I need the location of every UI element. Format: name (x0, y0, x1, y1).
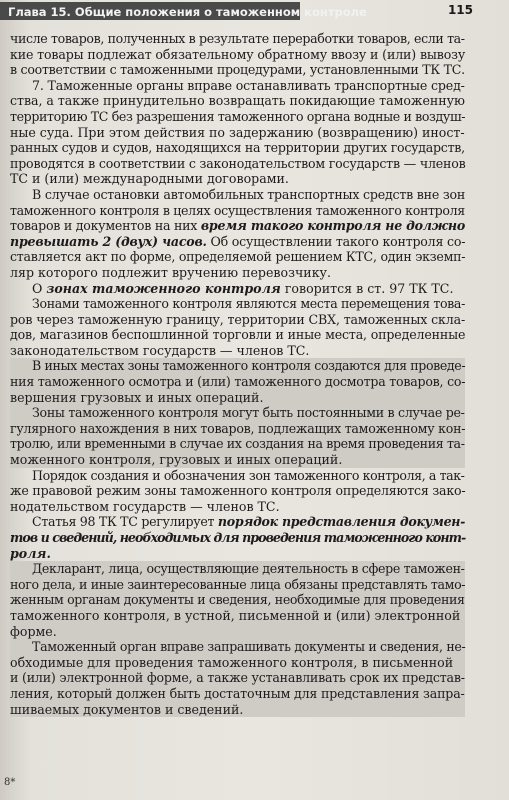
emphasized-text: зонах таможенного контроля (46, 280, 281, 296)
paragraph (10, 514, 465, 561)
text-line (10, 468, 465, 484)
text-segment: ства, а также принудительно возвращать покидающие таможенную (10, 93, 465, 109)
text-segment: ного дела, и иные заинтересованные лица обязаны представлять тамо- (10, 576, 466, 592)
text-segment: территорию ТС без разрешения таможенного органа водные и воздуш- (10, 108, 466, 124)
text-line (10, 499, 465, 515)
paragraph (10, 639, 465, 717)
text-line (10, 187, 465, 203)
paragraph (10, 281, 465, 297)
text-segment: ров через таможенную границу, территории СВХ, таможенных скла- (10, 311, 466, 327)
paragraph (10, 296, 465, 358)
text-segment: Зоны таможенного контроля могут быть постоянными в случае ре- (32, 405, 465, 421)
text-segment: Декларант, лица, осуществляющие деятельность в сфере таможен- (32, 561, 465, 577)
paragraph (10, 187, 465, 281)
text-segment: Статья 98 ТК ТС регулирует (32, 514, 218, 530)
page-body (10, 31, 465, 717)
page-number: 115 (447, 3, 473, 17)
text-segment: О (32, 280, 47, 296)
text-line (10, 249, 465, 265)
text-line (10, 125, 465, 141)
text-line (10, 702, 465, 718)
text-segment: таможенного контроля в целях осуществления таможенного контроля (10, 202, 465, 218)
text-segment: ления, который должен быть достаточным для представления запра- (10, 685, 465, 701)
text-segment: Таможенный орган вправе запрашивать документы и сведения, не- (32, 639, 466, 655)
text-segment: таможенного контроля, в устной, письменной и (или) электронной (10, 607, 461, 623)
text-segment: ранных судов и судов, находящихся на территории других государств, (10, 140, 465, 156)
text-line (10, 374, 465, 390)
text-line (10, 203, 465, 219)
text-line (10, 421, 465, 437)
text-line (10, 686, 465, 702)
text-line (10, 546, 465, 562)
text-line (10, 358, 465, 374)
text-line (10, 281, 465, 297)
text-segment: В случае остановки автомобильных транспортных средств вне зон (32, 186, 466, 202)
text-line (10, 109, 465, 125)
text-segment: ставляется акт по форме, определяемой решением КТС, один экземп- (10, 249, 466, 265)
text-segment: товаров и документов на них (10, 218, 201, 234)
text-line (10, 218, 465, 234)
text-segment: Порядок создания и обозначения зон таможенного контроля, а так- (32, 467, 465, 483)
text-line (10, 156, 465, 172)
text-line (10, 452, 465, 468)
text-segment: форме. (10, 623, 57, 639)
paragraph (10, 468, 465, 515)
text-line (10, 530, 465, 546)
text-line (10, 405, 465, 421)
paragraph (10, 561, 465, 639)
paragraph (10, 31, 465, 78)
text-line (10, 577, 465, 593)
paragraph (10, 405, 465, 467)
text-segment: гулярного нахождения в них товаров, подлежащих таможенному кон- (10, 420, 466, 436)
emphasized-text: время такого контроля не должно (200, 218, 465, 234)
text-line (10, 234, 465, 250)
text-line (10, 436, 465, 452)
text-line (10, 47, 465, 63)
emphasized-text: тов и сведений, необходимых для проведения таможенного конт- (10, 530, 466, 545)
text-line (10, 312, 465, 328)
text-segment: говорится в ст. 97 ТК ТС. (280, 280, 454, 296)
text-line (10, 140, 465, 156)
text-segment: моженного контроля, грузовых и иных операций. (10, 452, 343, 468)
text-segment: Об осуществлении такого контроля со- (206, 233, 466, 249)
text-segment: кие товары подлежат обязательному обратному ввозу и (или) вывозу (10, 46, 466, 62)
text-line (10, 390, 465, 406)
text-line (10, 514, 465, 530)
text-segment: же правовой режим зоны таможенного контроля определяются зако- (10, 483, 466, 499)
text-line (10, 483, 465, 499)
text-segment: ные суда. При этом действия по задержанию (возвращению) иност- (10, 124, 465, 140)
text-line (10, 592, 465, 608)
emphasized-text: порядок представления докумен- (217, 514, 466, 530)
text-line (10, 296, 465, 312)
text-segment: проводятся в соответствии с законодательством государств — членов (10, 155, 466, 171)
text-line (10, 93, 465, 109)
text-line (10, 639, 465, 655)
text-segment: числе товаров, полученных в результате переработки товаров, если та- (10, 31, 465, 46)
paragraph (10, 358, 465, 405)
text-segment: Зонами таможенного контроля являются места перемещения това- (32, 296, 465, 312)
text-segment: и (или) электронной форме, а также устанавливать срок их представ- (10, 670, 465, 686)
text-line (10, 171, 465, 187)
text-segment: вершения грузовых и иных операций. (10, 389, 264, 405)
text-segment: женным органам документы и сведения, необходимые для проведения (10, 592, 465, 608)
text-line (10, 62, 465, 78)
text-line (10, 624, 465, 640)
text-line (10, 561, 465, 577)
text-segment: ТС и (или) международными договорами. (10, 171, 289, 187)
chapter-title: Глава 15. Общие положения о таможенном контроле (8, 5, 367, 19)
text-segment: нодательством государств — членов ТС. (10, 498, 280, 514)
text-segment: тролю, или временными в случае их создания на время проведения та- (10, 436, 465, 452)
text-segment: обходимые для проведения таможенного контроля, в письменной (10, 654, 454, 670)
text-line (10, 670, 465, 686)
text-line (10, 78, 465, 94)
text-line (10, 655, 465, 671)
paragraph (10, 78, 465, 187)
text-segment: дов, магазинов беспошлинной торговли и иные места, определенные (10, 327, 466, 343)
text-line (10, 608, 465, 624)
text-segment: в соответствии с таможенными процедурами, установленными ТК ТС. (10, 62, 465, 78)
text-segment: ния таможенного осмотра и (или) таможенного досмотра товаров, со- (10, 374, 466, 390)
emphasized-text: роля. (10, 545, 51, 561)
text-segment: В иных местах зоны таможенного контроля создаются для проведе- (32, 358, 466, 374)
signature-mark: 8* (4, 777, 16, 788)
text-line (10, 31, 465, 47)
text-line (10, 327, 465, 343)
text-segment: ляр которого подлежит вручению перевозчику. (10, 264, 331, 280)
text-segment: законодательством государств — членов ТС. (10, 342, 310, 358)
text-line (10, 265, 465, 281)
emphasized-text: превышать 2 (двух) часов. (10, 233, 207, 249)
header-band (0, 2, 367, 20)
running-header (0, 0, 509, 24)
text-segment: шиваемых документов и сведений. (10, 701, 244, 717)
text-line (10, 343, 465, 359)
text-segment: 7. Таможенные органы вправе останавливать транспортные сред- (32, 77, 465, 93)
